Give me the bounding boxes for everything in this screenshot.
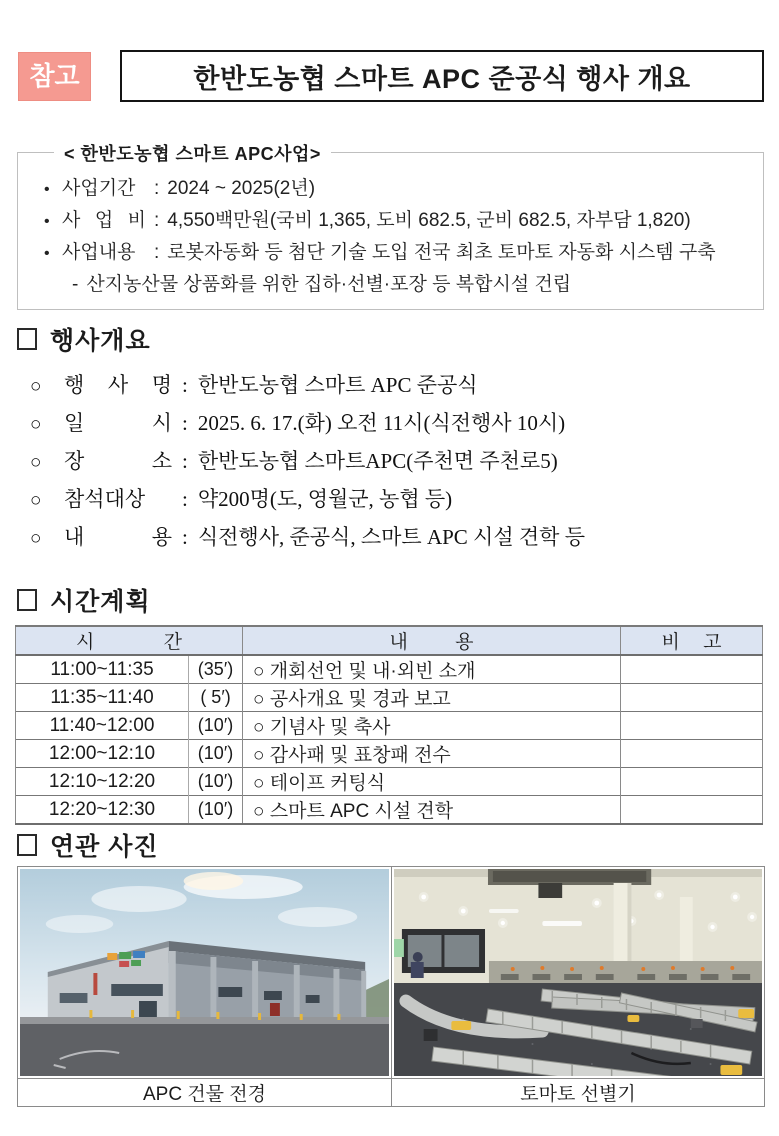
section-heading-photos: 연관 사진 [17,827,159,863]
square-bullet-icon [17,834,37,856]
overview-item-value: 한반도농협 스마트 APC 준공식 [197,373,478,397]
section-heading-schedule: 시간계획 [17,582,151,618]
project-item-period: • 사업기간 : 2024 ~ 2025(2년) [44,173,753,205]
table-row: 12:20~12:30 (10′) ○ 스마트 APC 시설 견학 [16,796,763,825]
table-row: 12:00~12:10 (10′) ○ 감사패 및 표창패 전수 [16,740,763,768]
apc-building-photo [18,867,392,1079]
overview-item-date: ○ 일 시 : 2025. 6. 17.(화) 오전 11시(식전행사 10시) [30,404,585,442]
overview-item-value: 2025. 6. 17.(화) 오전 11시(식전행사 10시) [197,411,566,435]
column-header-time: 시 간 [16,626,243,655]
overview-item-program: ○ 내 용 : 식전행사, 준공식, 스마트 APC 시설 견학 등 [30,518,585,556]
table-header-row [16,626,763,655]
photo-caption-sorter: 토마토 선별기 [392,1079,765,1107]
tomato-sorter-photo [392,867,765,1079]
dash-icon: - [72,274,79,295]
overview-item-attendees: ○ 참석대상 : 약200명(도, 영월군, 농협 등) [30,480,585,518]
bullet-icon: • [44,245,50,262]
bullet-icon: • [44,213,50,230]
project-item-value: 4,550백만원(국비 1,365, 도비 682.5, 군비 682.5, 자부담 1,820) [167,210,691,231]
project-item-value: 2024 ~ 2025(2년) [167,178,316,199]
photo-table [17,866,765,1107]
bullet-icon: • [44,181,50,198]
overview-item-value: 식전행사, 준공식, 스마트 APC 시설 견학 등 [197,525,585,549]
column-header-content: 내 용 [243,626,621,655]
photo-caption-building: APC 건물 전경 [18,1079,392,1107]
project-info-box [17,144,764,310]
overview-list [30,366,585,556]
table-row: 11:40~12:00 (10′) ○ 기념사 및 축사 [16,712,763,740]
table-row: 11:35~11:40 ( 5′) ○ 공사개요 및 경과 보고 [16,684,763,712]
square-bullet-icon [17,589,37,611]
schedule-table [15,625,763,825]
overview-item-name: ○ 행 사 명 : 한반도농협 스마트 APC 준공식 [30,366,585,404]
project-sub-item: - 산지농산물 상품화를 위한 집하·선별·포장 등 복합시설 건립 [44,269,753,300]
square-bullet-icon [17,328,37,350]
circle-bullet-icon: ○ [30,452,42,473]
overview-item-value: 약200명(도, 영월군, 농협 등) [197,487,453,511]
table-row: 12:10~12:20 (10′) ○ 테이프 커팅식 [16,768,763,796]
reference-badge: 참고 [18,52,91,101]
circle-bullet-icon: ○ [30,376,42,397]
table-row: 11:00~11:35 (35′) ○ 개회선언 및 내·외빈 소개 [16,655,763,684]
circle-bullet-icon: ○ [30,414,42,435]
circle-bullet-icon: ○ [30,490,42,511]
project-box-title: < 한반도농협 스마트 APC사업> [54,140,331,166]
project-item-budget: • 사 업 비 : 4,550백만원(국비 1,365, 도비 682.5, 군비 682.5, 자부담 1,820) [44,205,753,237]
overview-item-value: 한반도농협 스마트APC(주천면 주천로5) [197,449,558,473]
column-header-note: 비 고 [621,626,763,655]
section-heading-overview: 행사개요 [17,321,151,357]
circle-bullet-icon: ○ [30,528,42,549]
page-title: 한반도농협 스마트 APC 준공식 행사 개요 [120,50,764,102]
overview-item-place: ○ 장 소 : 한반도농협 스마트APC(주천면 주천로5) [30,442,585,480]
project-item-value: 로봇자동화 등 첨단 기술 도입 전국 최초 토마토 자동화 시스템 구축 [167,242,716,263]
project-item-content: • 사업내용 : 로봇자동화 등 첨단 기술 도입 전국 최초 토마토 자동화 시스템 구축 [44,237,753,269]
